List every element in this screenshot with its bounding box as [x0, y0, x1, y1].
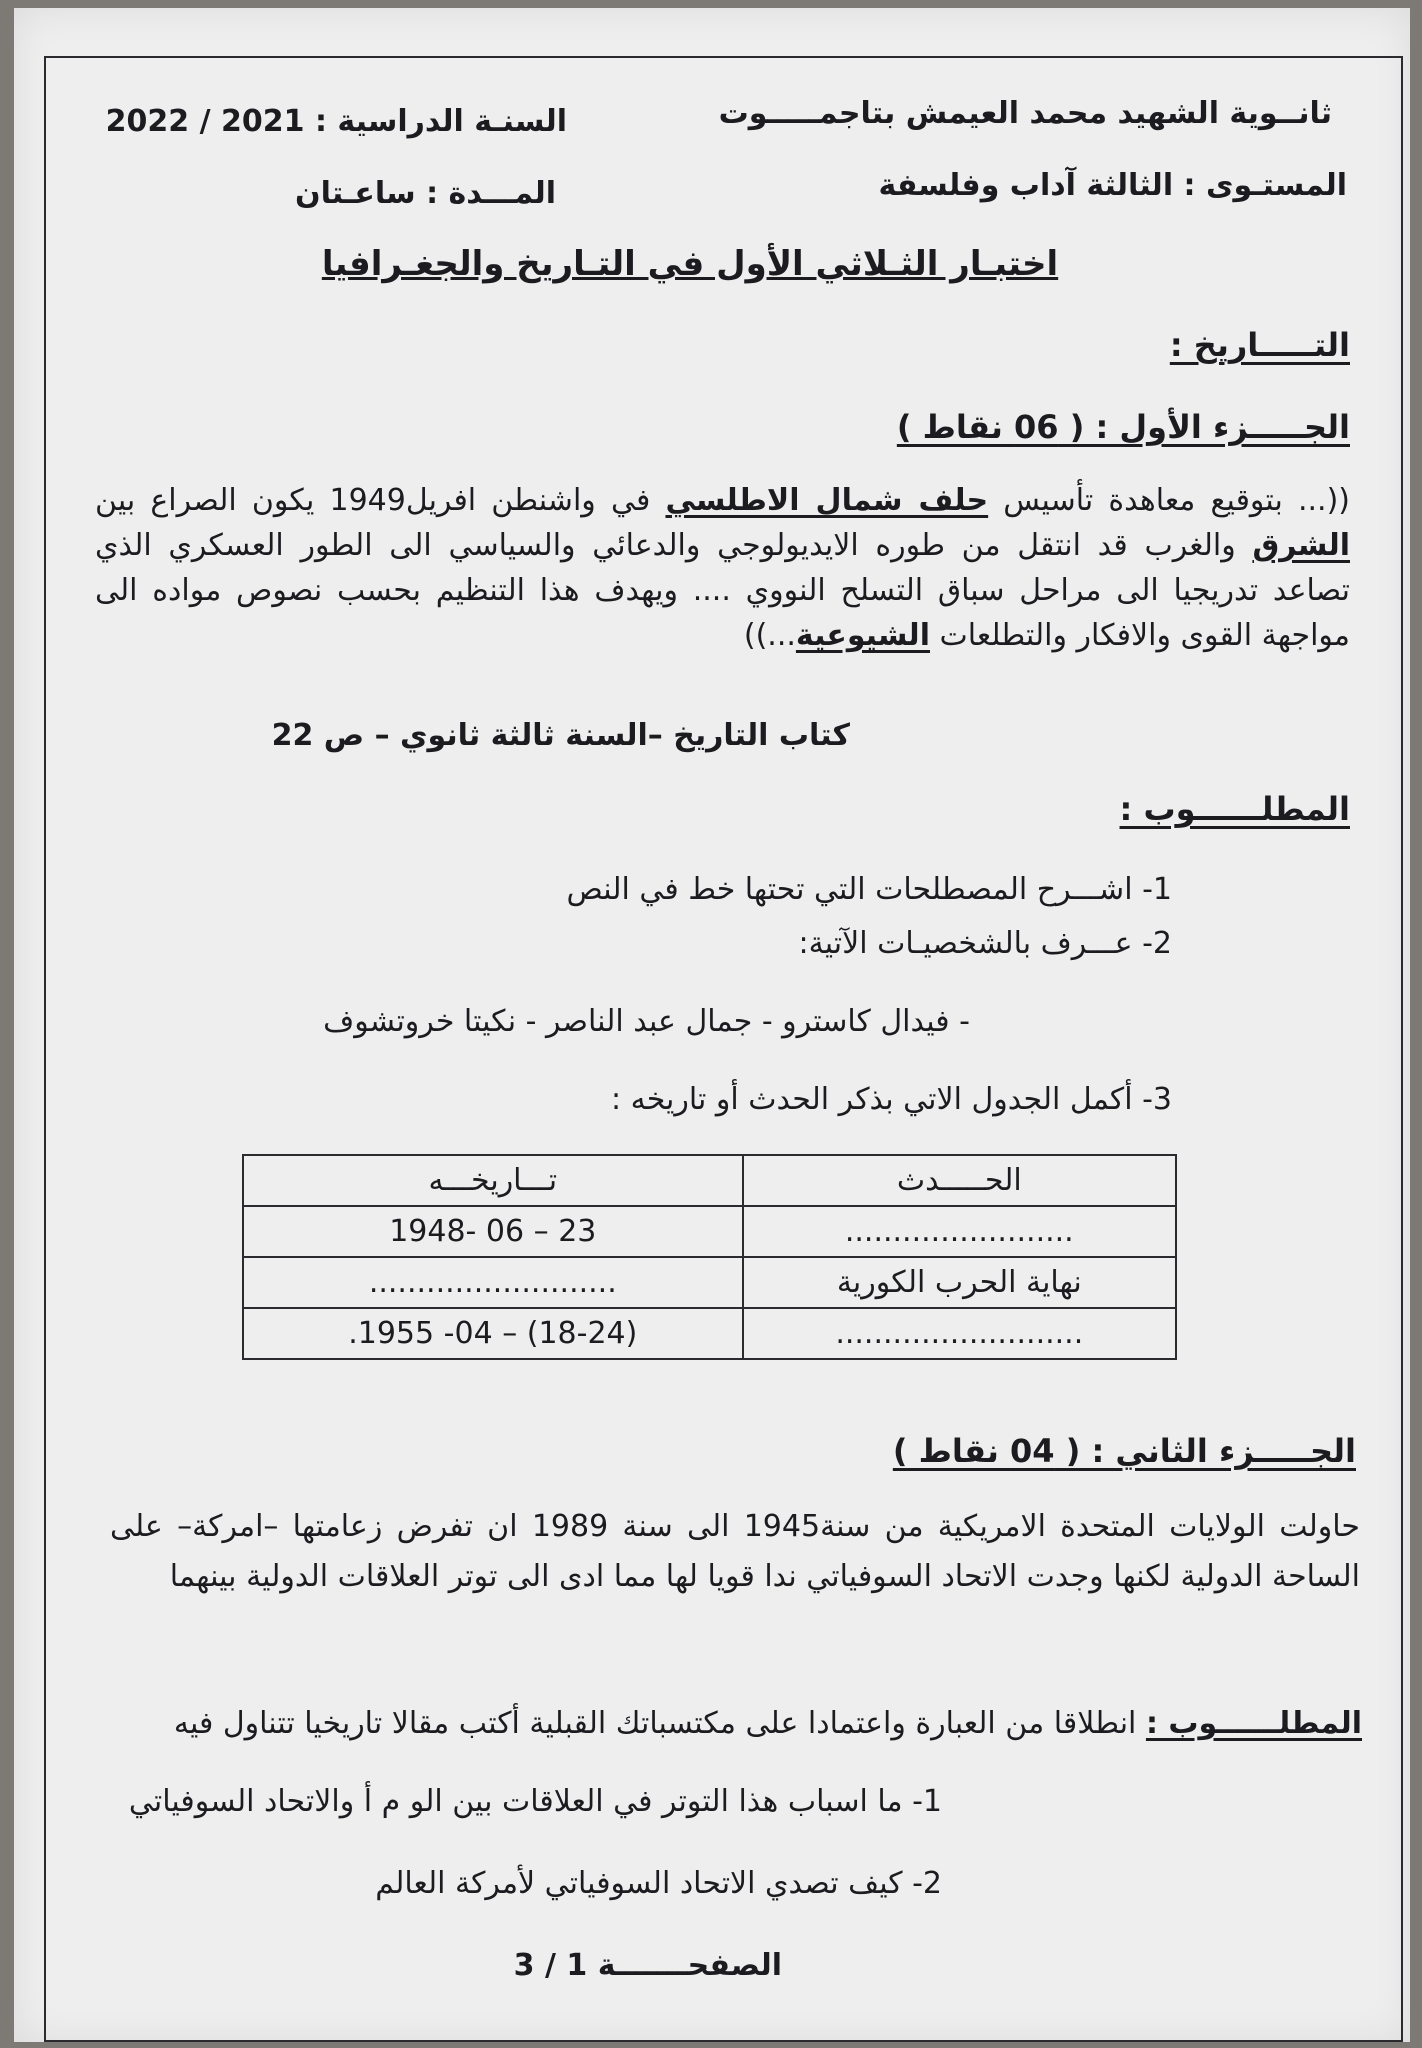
table-row [243, 1308, 1176, 1359]
text-segment: ((... بتوقيع معاهدة تأسيس [988, 483, 1350, 518]
table-cell: نهاية الحرب الكورية [743, 1257, 1176, 1308]
column-header: الحـــــدث [743, 1155, 1176, 1206]
duration: المـــدة : ساعـتان [295, 176, 556, 211]
exam-title: اختبـار الثـلاثي الأول في التـاريخ والجغـرافيا [321, 244, 1059, 284]
part1-text [95, 478, 1350, 658]
table-cell: (18-24) – 04- 1955. [243, 1308, 743, 1359]
level: المستـوى : الثالثة آداب وفلسفة [878, 168, 1347, 203]
table-row [243, 1206, 1176, 1257]
part2-question-1: 1- ما اسباب هذا التوتر في العلاقات بين الو م أ والاتحاد السوفياتي [128, 1784, 942, 1819]
part2-text: حاولت الولايات المتحدة الامريكية من سنة1945 الى سنة 1989 ان تفرض زعامتها –امركة– على الساحة الدولية لكنها وجدت الاتحاد السوفياتي ندا قويا لها مما ادى الى توتر العلاقات الدولية بينهما [110, 1509, 1360, 1594]
part2-required-label: المطلــــــوب : [1145, 1706, 1362, 1741]
school-name: ثانــوية الشهيد محمد العيمش بتاجمـــــوت [718, 96, 1332, 131]
part1-required-label: المطلــــــوب : [1119, 790, 1350, 828]
term-communism: الشيوعية [795, 618, 930, 653]
table-cell: 23 – 06 -1948 [243, 1206, 743, 1257]
part1-heading: الجـــــزء الأول : ( 06 نقاط ) [896, 408, 1350, 446]
table-row [243, 1257, 1176, 1308]
school-year: السنـة الدراسية : 2021 / 2022 [105, 104, 567, 139]
column-header: تـــاريخـــه [243, 1155, 743, 1206]
table-cell: .......................... [243, 1257, 743, 1308]
text-segment: ...)) [743, 618, 796, 653]
part2-required-text: انطلاقا من العبارة واعتمادا على مكتسباتك القبلية أكتب مقالا تاريخيا تتناول فيه [173, 1706, 1146, 1741]
term-east: الشرق [1252, 528, 1350, 563]
question-3: 3- أكمل الجدول الاتي بذكر الحدث أو تاريخه : [610, 1082, 1172, 1117]
table-cell: ........................ [743, 1206, 1176, 1257]
events-table [242, 1154, 1177, 1360]
persons-list: - فيدال كاسترو - جمال عبد الناصر - نكيتا خروتشوف [323, 1004, 970, 1039]
text-segment: في واشنطن افريل1949 يكون الصراع بين [95, 483, 666, 518]
question-1: 1- اشـــرح المصطلحات التي تحتها خط في النص [566, 872, 1172, 907]
text-segment: والغرب قد انتقل من طوره الايديولوجي والدعائي والسياسي الى الطور العسكري الذي تصاعد تدريجيا الى مراحل سباق التسلح النووي .... ويهدف هذا التنظيم بحسب نصوص مواده الى مواجهة القوى والافكار والتطلعات [95, 528, 1350, 653]
part2-required [174, 1706, 1362, 1741]
table-cell: .......................... [743, 1308, 1176, 1359]
question-2: 2- عـــرف بالشخصيـات الآتية: [798, 926, 1172, 961]
source-reference: كتاب التاريخ –السنة ثالثة ثانوي – ص 22 [271, 718, 850, 753]
table-header-row [243, 1155, 1176, 1206]
term-nato: حلف شمال الاطلسي [665, 483, 989, 518]
history-heading: التـــــاريخ : [1169, 326, 1350, 364]
page-number: الصفحـــــــة 1 / 3 [513, 1948, 782, 1983]
part2-heading: الجـــــزء الثاني : ( 04 نقاط ) [892, 1432, 1356, 1470]
part2-question-2: 2- كيف تصدي الاتحاد السوفياتي لأمركة العالم [375, 1866, 942, 1901]
